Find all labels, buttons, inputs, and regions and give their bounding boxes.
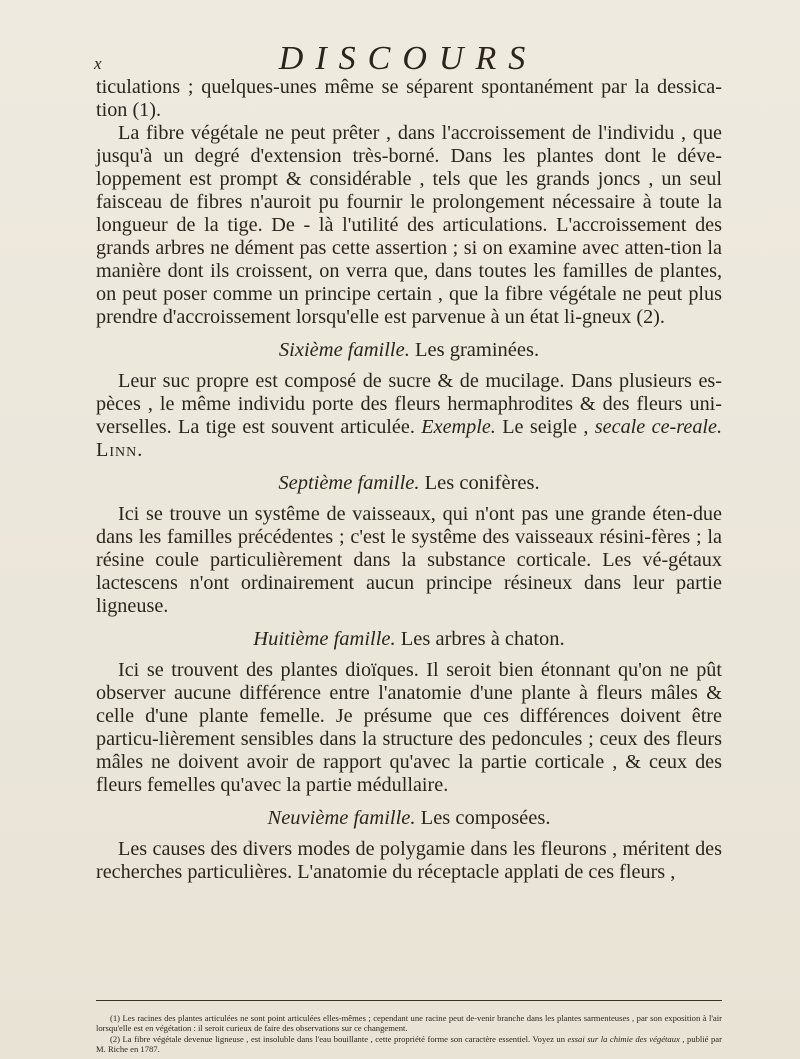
latin-name: secale ce-reale. [594, 416, 723, 438]
heading-name: Les conifères. [424, 472, 540, 494]
page-header [88, 40, 728, 80]
footnote-rule [96, 1000, 722, 1001]
text-run: Le seigle , [502, 416, 589, 438]
heading-label: Neuvième famille. [267, 807, 416, 829]
paragraph-fibre: La fibre végétale ne peut prêter , dans l'accroissement de l'individu , que jusqu'à un degré d'extension très-borné. Dans les plantes dont le déve-loppement est prompt & considérable , tels que les grands joncs , un seul faisceau de fibres n'auroit pu fournir le prolongement nécessaire à toute la longueur de la tige. De - là l'utilité des articulations. L'accroissement des grands arbres ne dément pas cette assertion ; si on examine avec atten-tion la manière dont ils croissent, on verra que, dans toutes les familles de plantes, on peut poser comme un principe certain , que la fibre végétale ne peut plus prendre d'accroissement lorsqu'elle est parvenue à un état li-gneux (2). [96, 122, 722, 328]
heading-label: Huitième famille. [253, 628, 396, 650]
text-run: Leur suc propre est composé de sucre & de mucilage. Dans plusieurs es-pèces , le même individu porte des fleurs hermaphrodites & des fleurs uni-verselles. La tige est souvent articulée. [96, 370, 722, 438]
heading-label: Septième famille. [278, 472, 420, 494]
footnote-1: (1) Les racines des plantes articulées ne sont point articulées elles-mêmes ; cependant une racine peut de-venir branche dans les plantes sarmenteuses , par son exposition à l'air lorsqu'elle est en végétation : il seroit curieux de faire des observations sur ce changement. [96, 1013, 722, 1034]
page-number: x [94, 54, 102, 73]
main-text [96, 76, 722, 884]
section-heading-huitieme [96, 628, 722, 651]
text-run: publié par M. Riche en 1787. [96, 1033, 722, 1055]
section-heading-neuvieme [96, 807, 722, 830]
running-title: DISCOURS [278, 40, 538, 77]
heading-label: Sixième famille. [278, 339, 410, 361]
heading-name: Les composées. [420, 807, 551, 829]
text-run-italic: Exemple. [421, 416, 496, 438]
footnotes [96, 1013, 722, 1055]
footnote-2 [96, 1034, 722, 1055]
text-run: (2) La fibre végétale devenue ligneuse , est insoluble dans l'eau bouillante , cette propriété forme son caractère essentiel. Voyez un [110, 1033, 565, 1044]
heading-name: Les arbres à chaton. [400, 628, 565, 650]
paragraph-chaton: Ici se trouvent des plantes dioïques. Il seroit bien étonnant qu'on ne pût observer aucune différence entre l'anatomie d'une plante à fleurs mâles & celle d'une plante femelle. Je présume que ces différences doivent être particu-lièrement sensibles dans la structure des pedoncules ; ceux des fleurs mâles ne doivent avoir de rapport qu'avec la partie corticale , & ceux des fleurs femelles qu'avec la partie médullaire. [96, 659, 722, 796]
paragraph-coniferes: Ici se trouve un systême de vaisseaux, qui n'ont pas une grande éten-due dans les familles précédentes ; c'est le systême des vaisseaux résini-fères ; la résine coule particulièrement dans la substance corticale. Les vé-gétaux lactescens n'ont ordinairement aucun principe résineux dans leur partie ligneuse. [96, 503, 722, 617]
heading-name: Les graminées. [414, 339, 540, 361]
paragraph-continuation: ticulations ; quelques-unes même se séparent spontanément par la dessica-tion (1). [96, 76, 722, 121]
section-heading-sixieme [96, 339, 722, 362]
author-abbrev: Linn. [96, 439, 144, 461]
paragraph-composees: Les causes des divers modes de polygamie dans les fleurons , méritent des recherches particulières. L'anatomie du réceptacle applati de ces fleurs , [96, 838, 722, 883]
paragraph-graminees [96, 370, 722, 462]
section-heading-septieme [96, 472, 722, 495]
book-title: essai sur la chimie des végétaux , [567, 1033, 685, 1044]
